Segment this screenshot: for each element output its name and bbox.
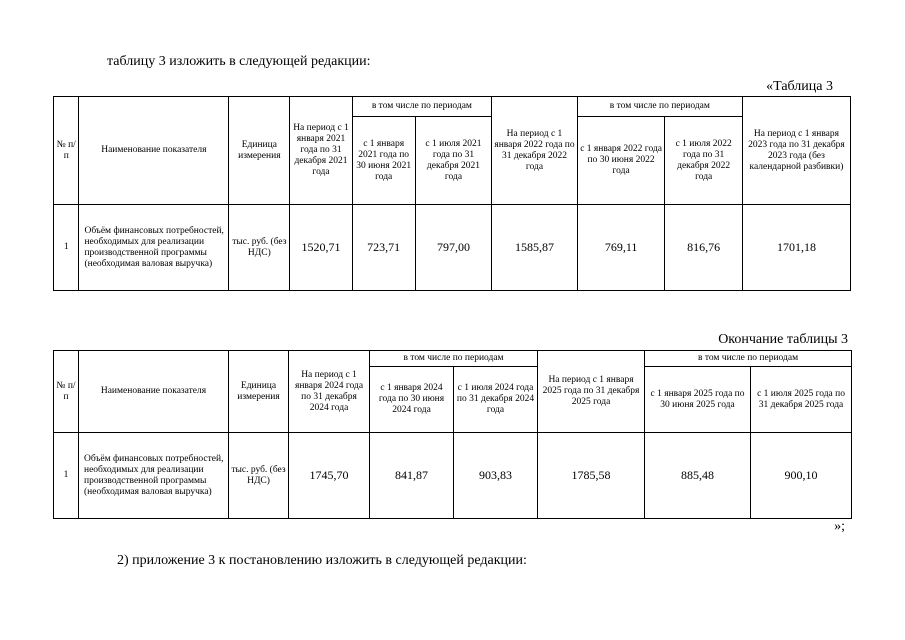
value-2025: 1785,58 — [538, 433, 645, 519]
value-2024-h1: 841,87 — [370, 433, 454, 519]
table-3-part2 — [53, 350, 852, 519]
header-2021-h2: с 1 июля 2021 года по 31 декабря 2021 года — [415, 117, 491, 205]
closing-quote-mark: »; — [834, 519, 845, 534]
header-including-periods: в том числе по периодам — [370, 351, 538, 367]
value-2025-h1: 885,48 — [645, 433, 751, 519]
row-num: 1 — [54, 205, 79, 291]
header-2024-h2: с 1 июля 2024 года по 31 декабря 2024 года — [454, 367, 538, 433]
header-period-2025: На период с 1 января 2025 года по 31 декабря 2025 года — [538, 351, 645, 433]
header-2025-h2: с 1 июля 2025 года по 31 декабря 2025 года — [751, 367, 852, 433]
header-including-periods: в том числе по периодам — [352, 97, 492, 117]
row-indicator-name: Объём финансовых потребностей, необходимых для реализации производственной программы (необходимая валовая выручка) — [79, 433, 229, 519]
header-name: Наименование показателя — [79, 97, 229, 205]
value-2023: 1701,18 — [742, 205, 850, 291]
header-including-periods: в том числе по периодам — [577, 97, 742, 117]
header-2022-h1: с 1 января 2022 года по 30 июня 2022 года — [577, 117, 665, 205]
table-row — [54, 205, 851, 291]
header-period-2021: На период с 1 января 2021 года по 31 декабря 2021 года — [290, 97, 352, 205]
header-2025-h1: с 1 января 2025 года по 30 июня 2025 года — [645, 367, 751, 433]
table1-caption: «Таблица 3 — [766, 79, 833, 94]
header-num: № п/п — [54, 351, 79, 433]
row-unit: тыс. руб. (без НДС) — [229, 205, 290, 291]
header-num: № п/п — [54, 97, 79, 205]
header-unit: Единица измерения — [229, 97, 290, 205]
table2-caption: Окончание таблицы 3 — [718, 332, 848, 347]
row-num: 1 — [54, 433, 79, 519]
table-row — [54, 433, 852, 519]
value-2021-h1: 723,71 — [352, 205, 415, 291]
header-2021-h1: с 1 января 2021 года по 30 июня 2021 года — [352, 117, 415, 205]
header-name: Наименование показателя — [79, 351, 229, 433]
header-period-2023: На период с 1 января 2023 года по 31 декабря 2023 года (без календарной разбивки) — [742, 97, 850, 205]
value-2022-h1: 769,11 — [577, 205, 665, 291]
value-2021: 1520,71 — [290, 205, 352, 291]
value-2022-h2: 816,76 — [665, 205, 742, 291]
header-period-2024: На период с 1 января 2024 года по 31 декабря 2024 года — [289, 351, 370, 433]
header-2024-h1: с 1 января 2024 года по 30 июня 2024 года — [370, 367, 454, 433]
table-3-part1 — [53, 96, 851, 291]
value-2024: 1745,70 — [289, 433, 370, 519]
header-2022-h2: с 1 июля 2022 года по 31 декабря 2022 года — [665, 117, 742, 205]
intro-paragraph: таблицу 3 изложить в следующей редакции: — [107, 54, 371, 69]
value-2024-h2: 903,83 — [454, 433, 538, 519]
row-indicator-name: Объём финансовых потребностей, необходимых для реализации производственной программы (необходимая валовая выручка) — [79, 205, 229, 291]
bottom-paragraph: 2) приложение 3 к постановлению изложить в следующей редакции: — [117, 553, 527, 568]
header-including-periods: в том числе по периодам — [645, 351, 852, 367]
value-2022: 1585,87 — [492, 205, 578, 291]
value-2021-h2: 797,00 — [415, 205, 491, 291]
value-2025-h2: 900,10 — [751, 433, 852, 519]
row-unit: тыс. руб. (без НДС) — [229, 433, 289, 519]
header-unit: Единица измерения — [229, 351, 289, 433]
header-period-2022: На период с 1 января 2022 года по 31 декабря 2022 года — [492, 97, 578, 205]
